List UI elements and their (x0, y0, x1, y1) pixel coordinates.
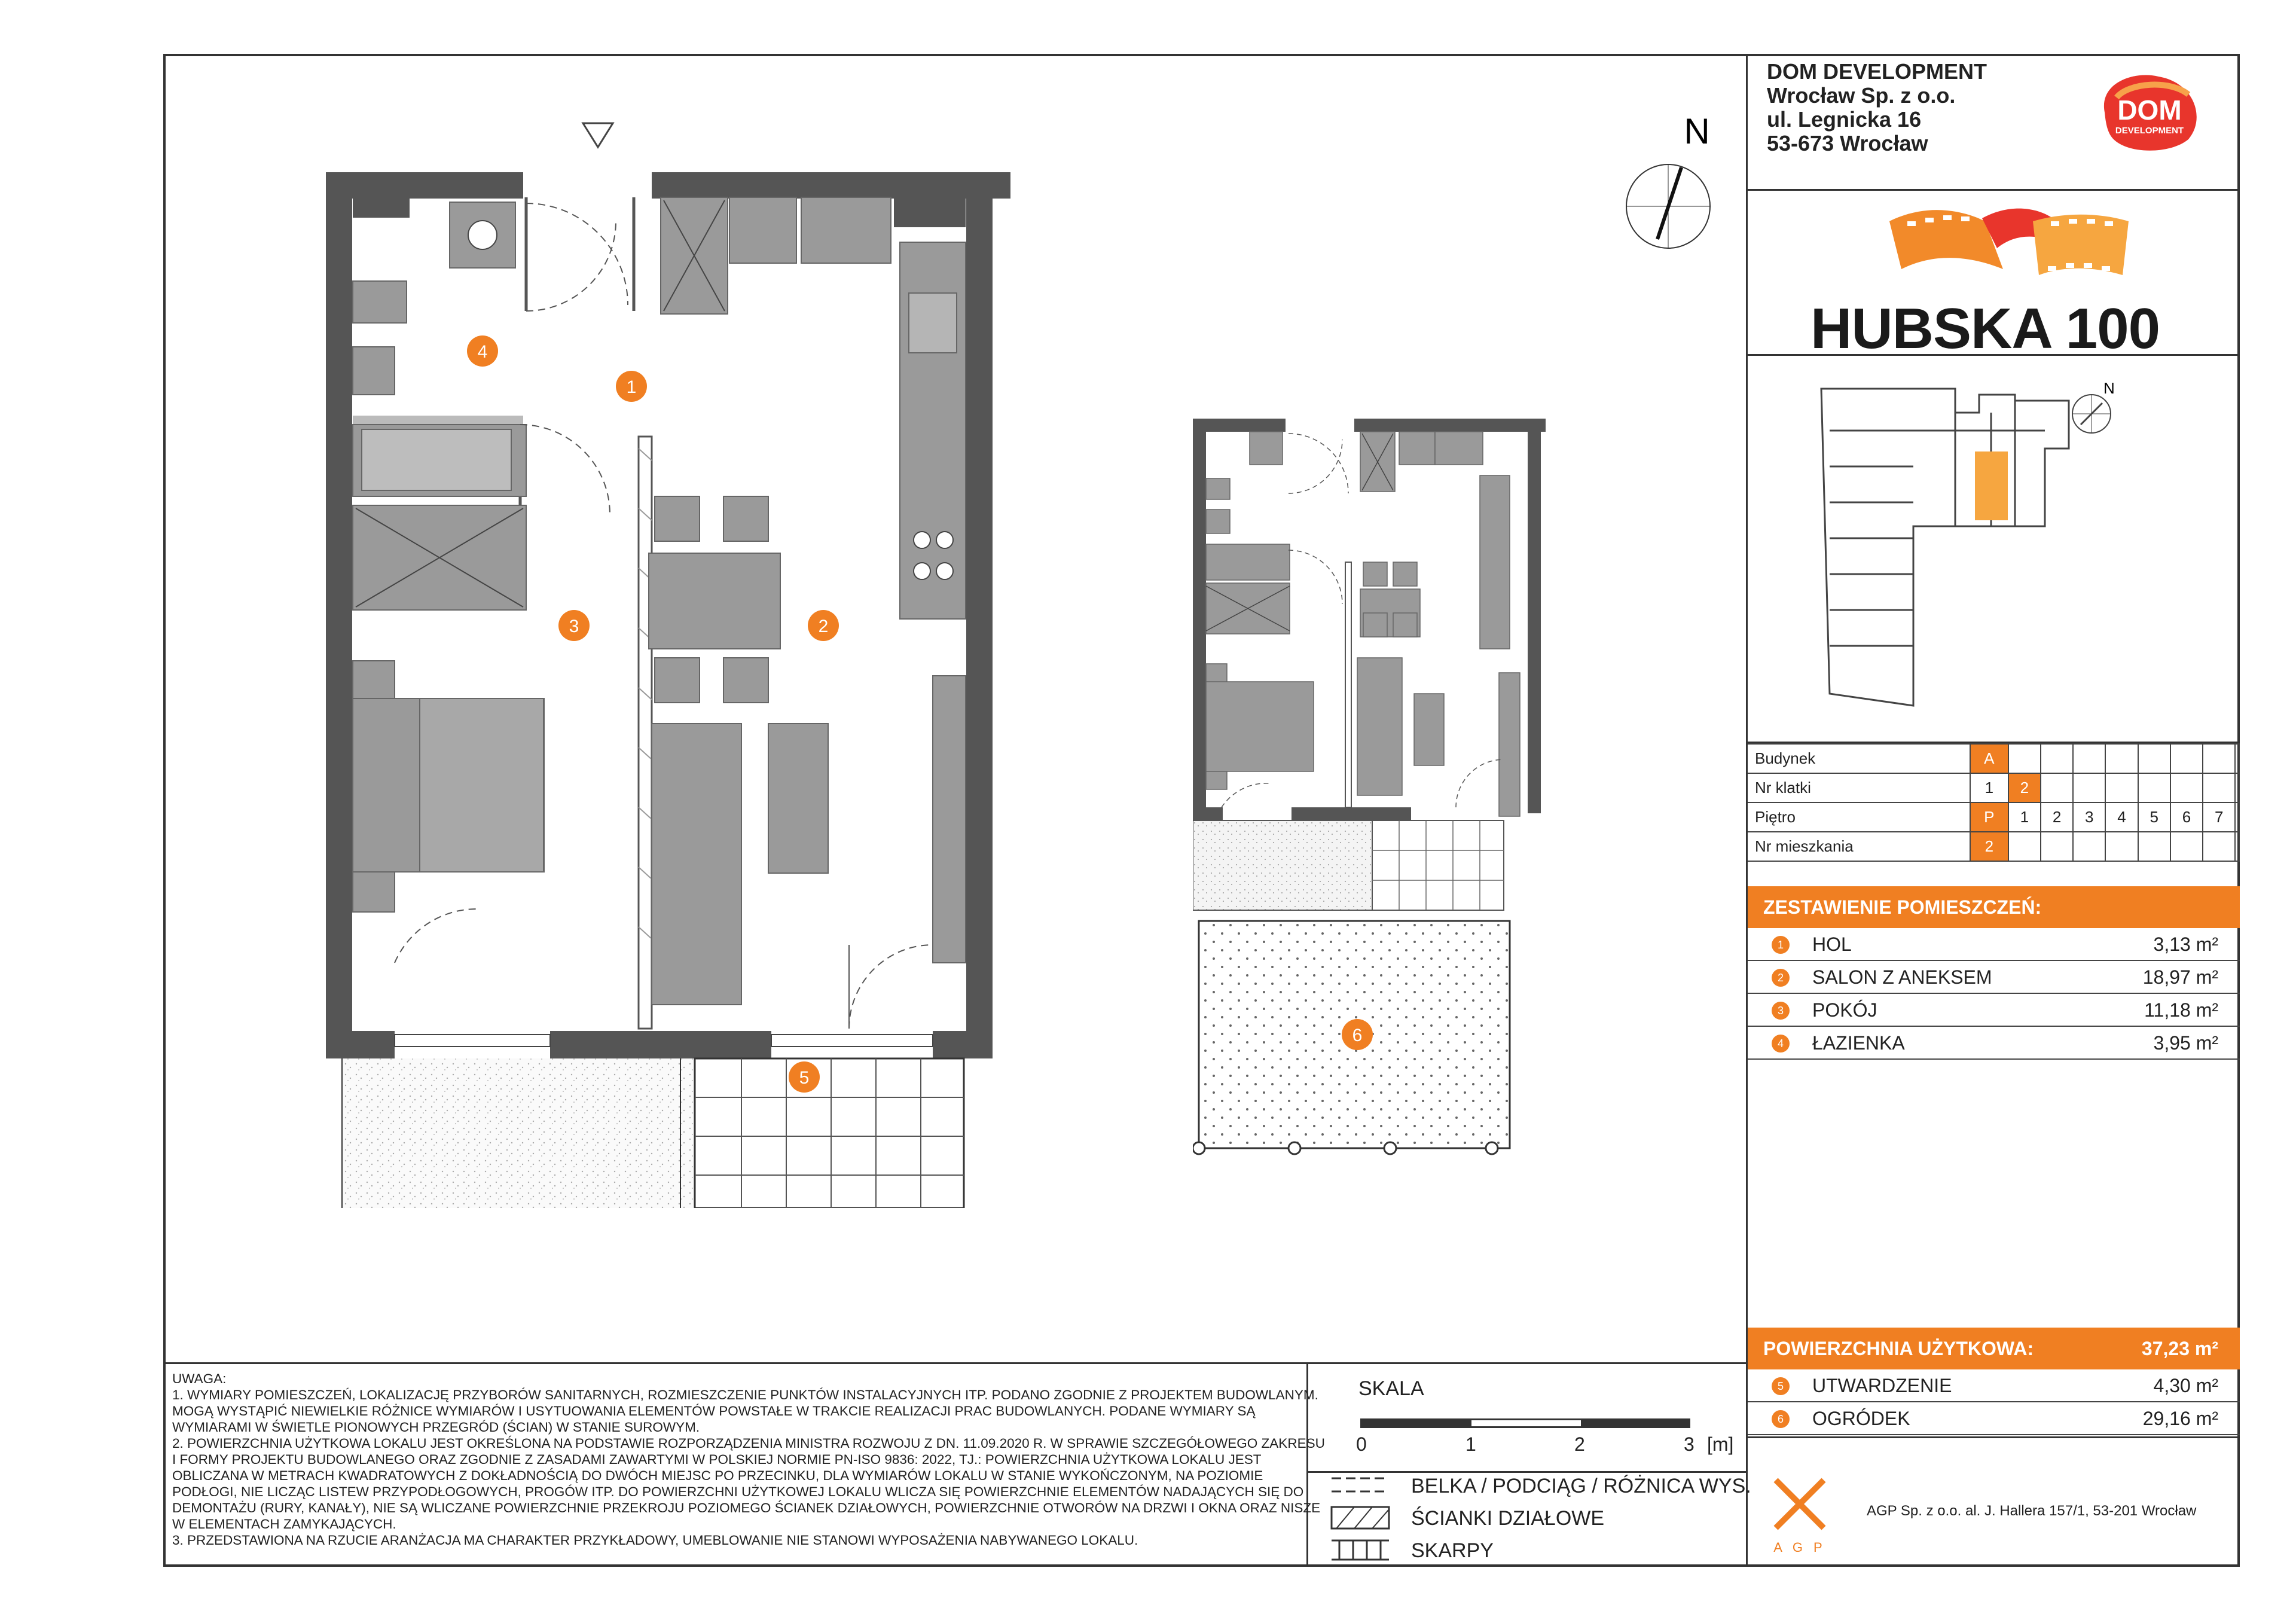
grid-row-label: Budynek (1748, 744, 1970, 773)
agp-logo (1770, 1474, 1830, 1558)
scale-tick-0: 0 (1356, 1433, 1367, 1455)
note-line: DEMONTAŻU (RURY, KANAŁY), NIE SĄ WLICZANE POWIERZCHNIE PRZEKROJU POZIOMEGO ŚCIANEK DZIAŁOWYCH, POWIERZCHNIE OTWORÓW NA DRZWI I OKNA ORAZ NISZE (172, 1500, 1321, 1515)
grid-cell (2073, 744, 2105, 773)
room-number-badge: 2 (1772, 969, 1790, 987)
grid-cell: 4 (2105, 803, 2138, 832)
scale-unit: [m] (1707, 1433, 1734, 1455)
grid-cell (2203, 832, 2235, 861)
room-row (1748, 928, 2240, 961)
room-row (1748, 1369, 2240, 1402)
grid-cell (2203, 773, 2235, 803)
project-title: HUBSKA 100 (1810, 297, 2160, 361)
room-area: 4,30 m² (2153, 1375, 2218, 1396)
grid-cell (2105, 744, 2138, 773)
usable-area-value: 37,23 m² (2141, 1338, 2218, 1359)
room-number-badge: 4 (1772, 1035, 1790, 1052)
room-number-badge: 6 (1772, 1410, 1790, 1428)
legend-slopes: SKARPY (1411, 1539, 1494, 1562)
room-row (1748, 994, 2240, 1027)
grid-cell (2041, 773, 2073, 803)
hatched-wall-icon (1330, 1506, 1390, 1530)
grid-cell: 7 (2203, 803, 2235, 832)
scale-bar (1360, 1418, 1690, 1428)
company-line3: ul. Legnicka 16 (1767, 107, 1922, 132)
north-arrow (1614, 108, 1722, 263)
room-row (1748, 1027, 2240, 1060)
grid-cell (2073, 773, 2105, 803)
keyplan-north-label: N (2103, 379, 2115, 397)
rooms-header: ZESTAWIENIE POMIESZCZEŃ: (1748, 886, 2240, 928)
grid-cell: 3 (2073, 803, 2105, 832)
grid-cell: A (1970, 744, 2008, 773)
grid-cell (2170, 744, 2203, 773)
usable-area-label: POWIERZCHNIA UŻYTKOWA: (1763, 1338, 2034, 1359)
room-badge-4: 4 (477, 342, 488, 362)
grid-row (1748, 803, 2239, 832)
room-row (1748, 961, 2240, 994)
agp-letters: A G P (1773, 1540, 1826, 1555)
company-line4: 53-673 Wrocław (1767, 131, 1928, 155)
room-badge-5: 5 (799, 1068, 810, 1088)
room-badge-1: 1 (626, 377, 637, 397)
scale-tick-2: 2 (1574, 1433, 1585, 1455)
room-badge-6: 6 (1352, 1026, 1363, 1045)
room-number-badge: 1 (1772, 936, 1790, 954)
tb-line-1 (1746, 189, 2240, 191)
room-row (1748, 1402, 2240, 1435)
legend-beam: BELKA / PODCIĄG / RÓŻNICA WYS. (1411, 1475, 1751, 1497)
grid-cell: 5 (2138, 803, 2170, 832)
room-name: POKÓJ (1812, 999, 1877, 1021)
grid-row (1748, 744, 2239, 773)
note-line: W ELEMENTACH ZAMYKAJĄCYCH. (172, 1517, 396, 1532)
room-area: 18,97 m² (2142, 966, 2218, 988)
note-line: OBLICZANA W METRACH KWADRATOWYCH Z DOKŁADNOŚCIĄ DO DWÓCH MIEJSC PO PRZECINKU, DLA WYMIARÓW LOKALU W STANIE WYKOŃCZONYM, NA POZIOMIE (172, 1468, 1263, 1483)
grid-cell: 1 (1970, 773, 2008, 803)
room-area: 3,13 m² (2153, 933, 2218, 955)
room-area: 11,18 m² (2144, 999, 2218, 1021)
room-area: 29,16 m² (2142, 1408, 2218, 1429)
room-badge-2: 2 (818, 617, 829, 636)
scale-tick-3: 3 (1684, 1433, 1694, 1455)
grid-cell (2138, 744, 2170, 773)
room-name: OGRÓDEK (1812, 1408, 1910, 1429)
grid-cell (2041, 744, 2073, 773)
notes-block (172, 1371, 1325, 1548)
grid-cell (2235, 832, 2239, 861)
grid-cell: 2 (2008, 773, 2041, 803)
room-number-badge: 3 (1772, 1002, 1790, 1020)
dashed-lines-icon (1330, 1473, 1390, 1497)
note-line: 2. POWIERZCHNIA UŻYTKOWA LOKALU JEST OKREŚLONA NA PODSTAWIE ROZPORZĄDZENIA MINISTRA ROZWOJU Z DN. 11.09.2020 R. W SPRAWIE SZCZEGÓŁOWEGO ZAKRESU (172, 1436, 1325, 1451)
slope-icon (1330, 1538, 1390, 1562)
tb-line-4 (1746, 1436, 2240, 1438)
dom-development-logo (2093, 71, 2206, 154)
key-plan (1818, 359, 2129, 718)
note-line: UWAGA: (172, 1371, 227, 1386)
main-floor-plan (311, 114, 1010, 1208)
notes-divider (163, 1362, 1748, 1364)
grid-cell: P (1970, 803, 2008, 832)
note-line: 3. PRZEDSTAWIONA NA RZUCIE ARANŻACJA MA CHARAKTER PRZYKŁADOWY, UMEBLOWANIE NIE STANOWI WYPOSAŻENIA NABYWANEGO LOKALU. (172, 1533, 1138, 1548)
grid-cell (2105, 773, 2138, 803)
scale-title: SKALA (1358, 1377, 1424, 1400)
company-address (1767, 60, 1987, 155)
grid-cell (2235, 773, 2239, 803)
grid-cell: 2 (1970, 832, 2008, 861)
room-name: UTWARDZENIE (1812, 1375, 1952, 1396)
grid-row-label: Piętro (1748, 803, 1970, 832)
grid-cell (2203, 744, 2235, 773)
agp-address: AGP Sp. z o.o. al. J. Hallera 157/1, 53-201 Wrocław (1867, 1503, 2197, 1519)
grid-row (1748, 832, 2239, 861)
note-line: WYMIARAMI W ŚWIETLE PIONOWYCH PRZEGRÓD (ŚCIAN) W STANIE SUROWYM. (172, 1420, 700, 1435)
grid-row-label: Nr klatki (1748, 773, 1970, 803)
room-area: 3,95 m² (2153, 1032, 2218, 1054)
grid-cell: 6 (2170, 803, 2203, 832)
grid-row (1748, 773, 2239, 803)
location-grid (1748, 743, 2240, 862)
film-strip-graphic (1883, 197, 2135, 287)
grid-cell (2041, 832, 2073, 861)
room-badge-3: 3 (569, 617, 579, 636)
logo-top-text: DOM (2117, 94, 2182, 126)
note-line: I FORMY PROJEKTU BUDOWLANEGO ORAZ ZGODNIE Z ZASADAMI ZAWARTYMI W POLSKIEJ NORMIE PN-ISO 9836: 2022, TJ.: POWIERZCHNIA UŻYTKOWA LOKALU JEST (172, 1452, 1262, 1467)
north-label: N (1684, 111, 1710, 151)
room-name: HOL (1812, 933, 1852, 955)
garden-floor-plan (1193, 419, 1546, 1160)
grid-cell (2235, 744, 2239, 773)
grid-cell (2105, 832, 2138, 861)
logo-bottom-text: DEVELOPMENT (2115, 126, 2184, 136)
grid-cell (2235, 803, 2239, 832)
room-name: ŁAZIENKA (1812, 1032, 1905, 1054)
grid-cell (2008, 744, 2041, 773)
grid-cell (2008, 832, 2041, 861)
grid-row-label: Nr mieszkania (1748, 832, 1970, 861)
grid-cell (2138, 773, 2170, 803)
note-line: 1. WYMIARY POMIESZCZEŃ, LOKALIZACJĘ PRZYBORÓW SANITARNYCH, ROZMIESZCZENIE PUNKTÓW INSTALACYJNYCH ITP. PODANO ZGODNIE Z PROJEKTEM BUDOWLANYM. (172, 1387, 1318, 1402)
legend-divider (1306, 1471, 1748, 1473)
grid-cell (2170, 773, 2203, 803)
grid-cell: 1 (2008, 803, 2041, 832)
grid-cell (2170, 832, 2203, 861)
note-line: PODŁOGI, NIE LICZĄC LISTEW PRZYPODŁOGOWYCH, PROGÓW ITP. DO POWIERZCHNI UŻYTKOWEJ LOKALU WLICZA SIĘ POWIERZCHNIE ELEMENTÓW NADAJĄCYCH SIĘ DO (172, 1484, 1304, 1499)
note-line: MOGĄ WYSTĄPIĆ NIEWIELKIE RÓŻNICE WYMIARÓW I USYTUOWANIA ELEMENTÓW POWSTAŁE W TRAKCIE REALIZACJI PRAC BUDOWLANYCH. PODANE WYMIARY SĄ (172, 1404, 1256, 1418)
legend-walls: ŚCIANKI DZIAŁOWE (1411, 1507, 1605, 1530)
room-number-badge: 5 (1772, 1377, 1790, 1395)
scale-tick-1: 1 (1465, 1433, 1476, 1455)
usable-area-bar (1748, 1328, 2240, 1369)
company-name: DOM DEVELOPMENT (1767, 59, 1987, 84)
grid-cell (2138, 832, 2170, 861)
grid-cell: 2 (2041, 803, 2073, 832)
grid-cell (2073, 832, 2105, 861)
room-name: SALON Z ANEKSEM (1812, 966, 1992, 988)
company-line2: Wrocław Sp. z o.o. (1767, 83, 1956, 108)
